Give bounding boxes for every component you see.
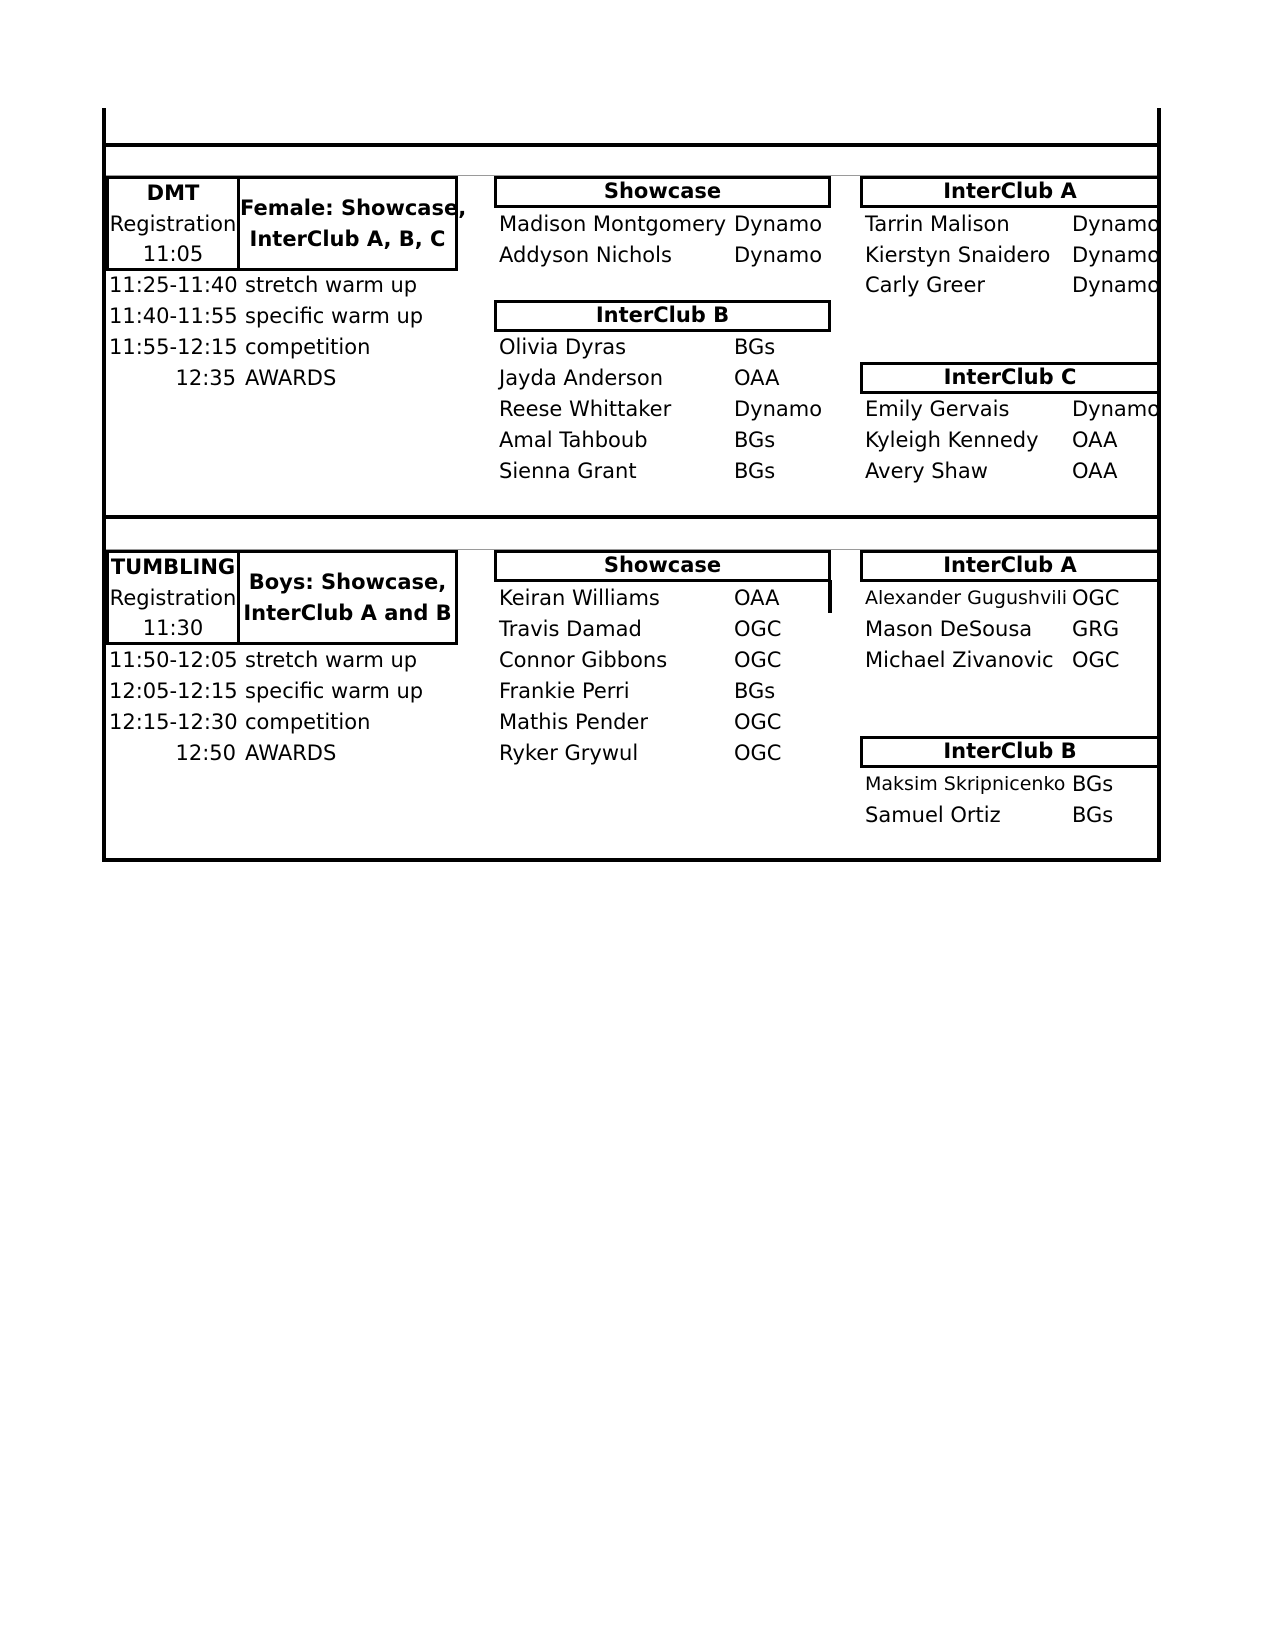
- athlete-club: Dynamo: [734, 397, 823, 421]
- athlete-name: Jayda Anderson: [499, 366, 664, 390]
- schedule-activity: specific warm up: [245, 304, 424, 328]
- athlete-club: OGC: [734, 648, 782, 672]
- list-header: InterClub B: [860, 736, 1157, 768]
- athlete-name: Michael Zivanovic: [865, 648, 1054, 672]
- athlete-club: OAA: [1072, 428, 1118, 452]
- list-header: InterClub A: [860, 176, 1157, 208]
- list-header: Showcase: [494, 550, 831, 582]
- athlete-name: Ryker Grywul: [499, 741, 639, 765]
- athlete-club: OGC: [734, 617, 782, 641]
- athlete-name: Reese Whittaker: [499, 397, 672, 421]
- athlete-club: Dynamo: [1072, 273, 1161, 297]
- schedule-time: 11:55-12:15: [109, 335, 238, 359]
- athlete-club: Dynamo: [1072, 243, 1161, 267]
- schedule-activity: stretch warm up: [245, 648, 418, 672]
- schedule-activity: competition: [245, 710, 371, 734]
- athlete-club: Dynamo: [1072, 212, 1161, 236]
- athlete-club: BGs: [1072, 803, 1114, 827]
- athlete-name: Sienna Grant: [499, 459, 637, 483]
- schedule-time: 11:40-11:55: [109, 304, 238, 328]
- group-title-line1: Female: Showcase,: [240, 196, 467, 220]
- athlete-name: Avery Shaw: [865, 459, 988, 483]
- athlete-club: OGC: [1072, 586, 1120, 610]
- athlete-club: GRG: [1072, 617, 1120, 641]
- athlete-name: Tarrin Malison: [865, 212, 1010, 236]
- athlete-name: Addyson Nichols: [499, 243, 672, 267]
- athlete-name: Kyleigh Kennedy: [865, 428, 1039, 452]
- frame-top-rule: [102, 143, 1161, 147]
- athlete-name: Amal Tahboub: [499, 428, 648, 452]
- athlete-club: BGs: [734, 428, 776, 452]
- schedule-activity: specific warm up: [245, 679, 424, 703]
- athlete-club: OAA: [734, 586, 780, 610]
- athlete-name: Alexander Gugushvili: [865, 587, 1068, 609]
- athlete-club: Dynamo: [734, 212, 823, 236]
- athlete-name: Mathis Pender: [499, 710, 649, 734]
- athlete-name: Olivia Dyras: [499, 335, 627, 359]
- registration-time: 11:05: [142, 242, 204, 266]
- athlete-club: OAA: [1072, 459, 1118, 483]
- registration-time: 11:30: [142, 616, 204, 640]
- event-name: TUMBLING: [110, 555, 236, 579]
- schedule-time: 12:15-12:30: [109, 710, 238, 734]
- athlete-club: BGs: [734, 679, 776, 703]
- athlete-club: BGs: [734, 335, 776, 359]
- group-title-line2: InterClub A and B: [243, 601, 452, 625]
- athlete-club: Dynamo: [1072, 397, 1161, 421]
- showcase-right-tick: [828, 580, 832, 613]
- athlete-name: Madison Montgomery: [499, 212, 727, 236]
- athlete-club: BGs: [1072, 772, 1114, 796]
- schedule-activity: stretch warm up: [245, 273, 418, 297]
- athlete-club: BGs: [734, 459, 776, 483]
- athlete-name: Carly Greer: [865, 273, 986, 297]
- athlete-club: OGC: [1072, 648, 1120, 672]
- athlete-name: Frankie Perri: [499, 679, 630, 703]
- athlete-club: OGC: [734, 710, 782, 734]
- event-name: DMT: [146, 181, 200, 205]
- section-divider: [102, 515, 1161, 519]
- athlete-name: Maksim Skripnicenko: [865, 773, 1066, 795]
- schedule-activity: competition: [245, 335, 371, 359]
- registration-label: Registration: [109, 212, 237, 236]
- athlete-club: OAA: [734, 366, 780, 390]
- schedule-time: 11:25-11:40: [109, 273, 238, 297]
- list-header: Showcase: [494, 176, 831, 208]
- schedule-activity: AWARDS: [245, 741, 337, 765]
- schedule-time: 12:05-12:15: [109, 679, 238, 703]
- athlete-name: Mason DeSousa: [865, 617, 1033, 641]
- athlete-club: OGC: [734, 741, 782, 765]
- registration-label: Registration: [109, 586, 237, 610]
- athlete-name: Travis Damad: [499, 617, 642, 641]
- schedule-time: 12:50: [175, 741, 236, 765]
- athlete-name: Kierstyn Snaidero: [865, 243, 1051, 267]
- group-title-line1: Boys: Showcase,: [248, 570, 447, 594]
- schedule-activity: AWARDS: [245, 366, 337, 390]
- athlete-name: Connor Gibbons: [499, 648, 668, 672]
- athlete-club: Dynamo: [734, 243, 823, 267]
- list-header: InterClub A: [860, 550, 1157, 582]
- list-header: InterClub C: [860, 362, 1157, 394]
- frame-bottom-rule: [102, 858, 1161, 862]
- athlete-name: Keiran Williams: [499, 586, 660, 610]
- schedule-time: 12:35: [175, 366, 236, 390]
- group-title-line2: InterClub A, B, C: [249, 227, 446, 251]
- schedule-time: 11:50-12:05: [109, 648, 238, 672]
- athlete-name: Emily Gervais: [865, 397, 1010, 421]
- list-header: InterClub B: [494, 300, 831, 332]
- athlete-name: Samuel Ortiz: [865, 803, 1001, 827]
